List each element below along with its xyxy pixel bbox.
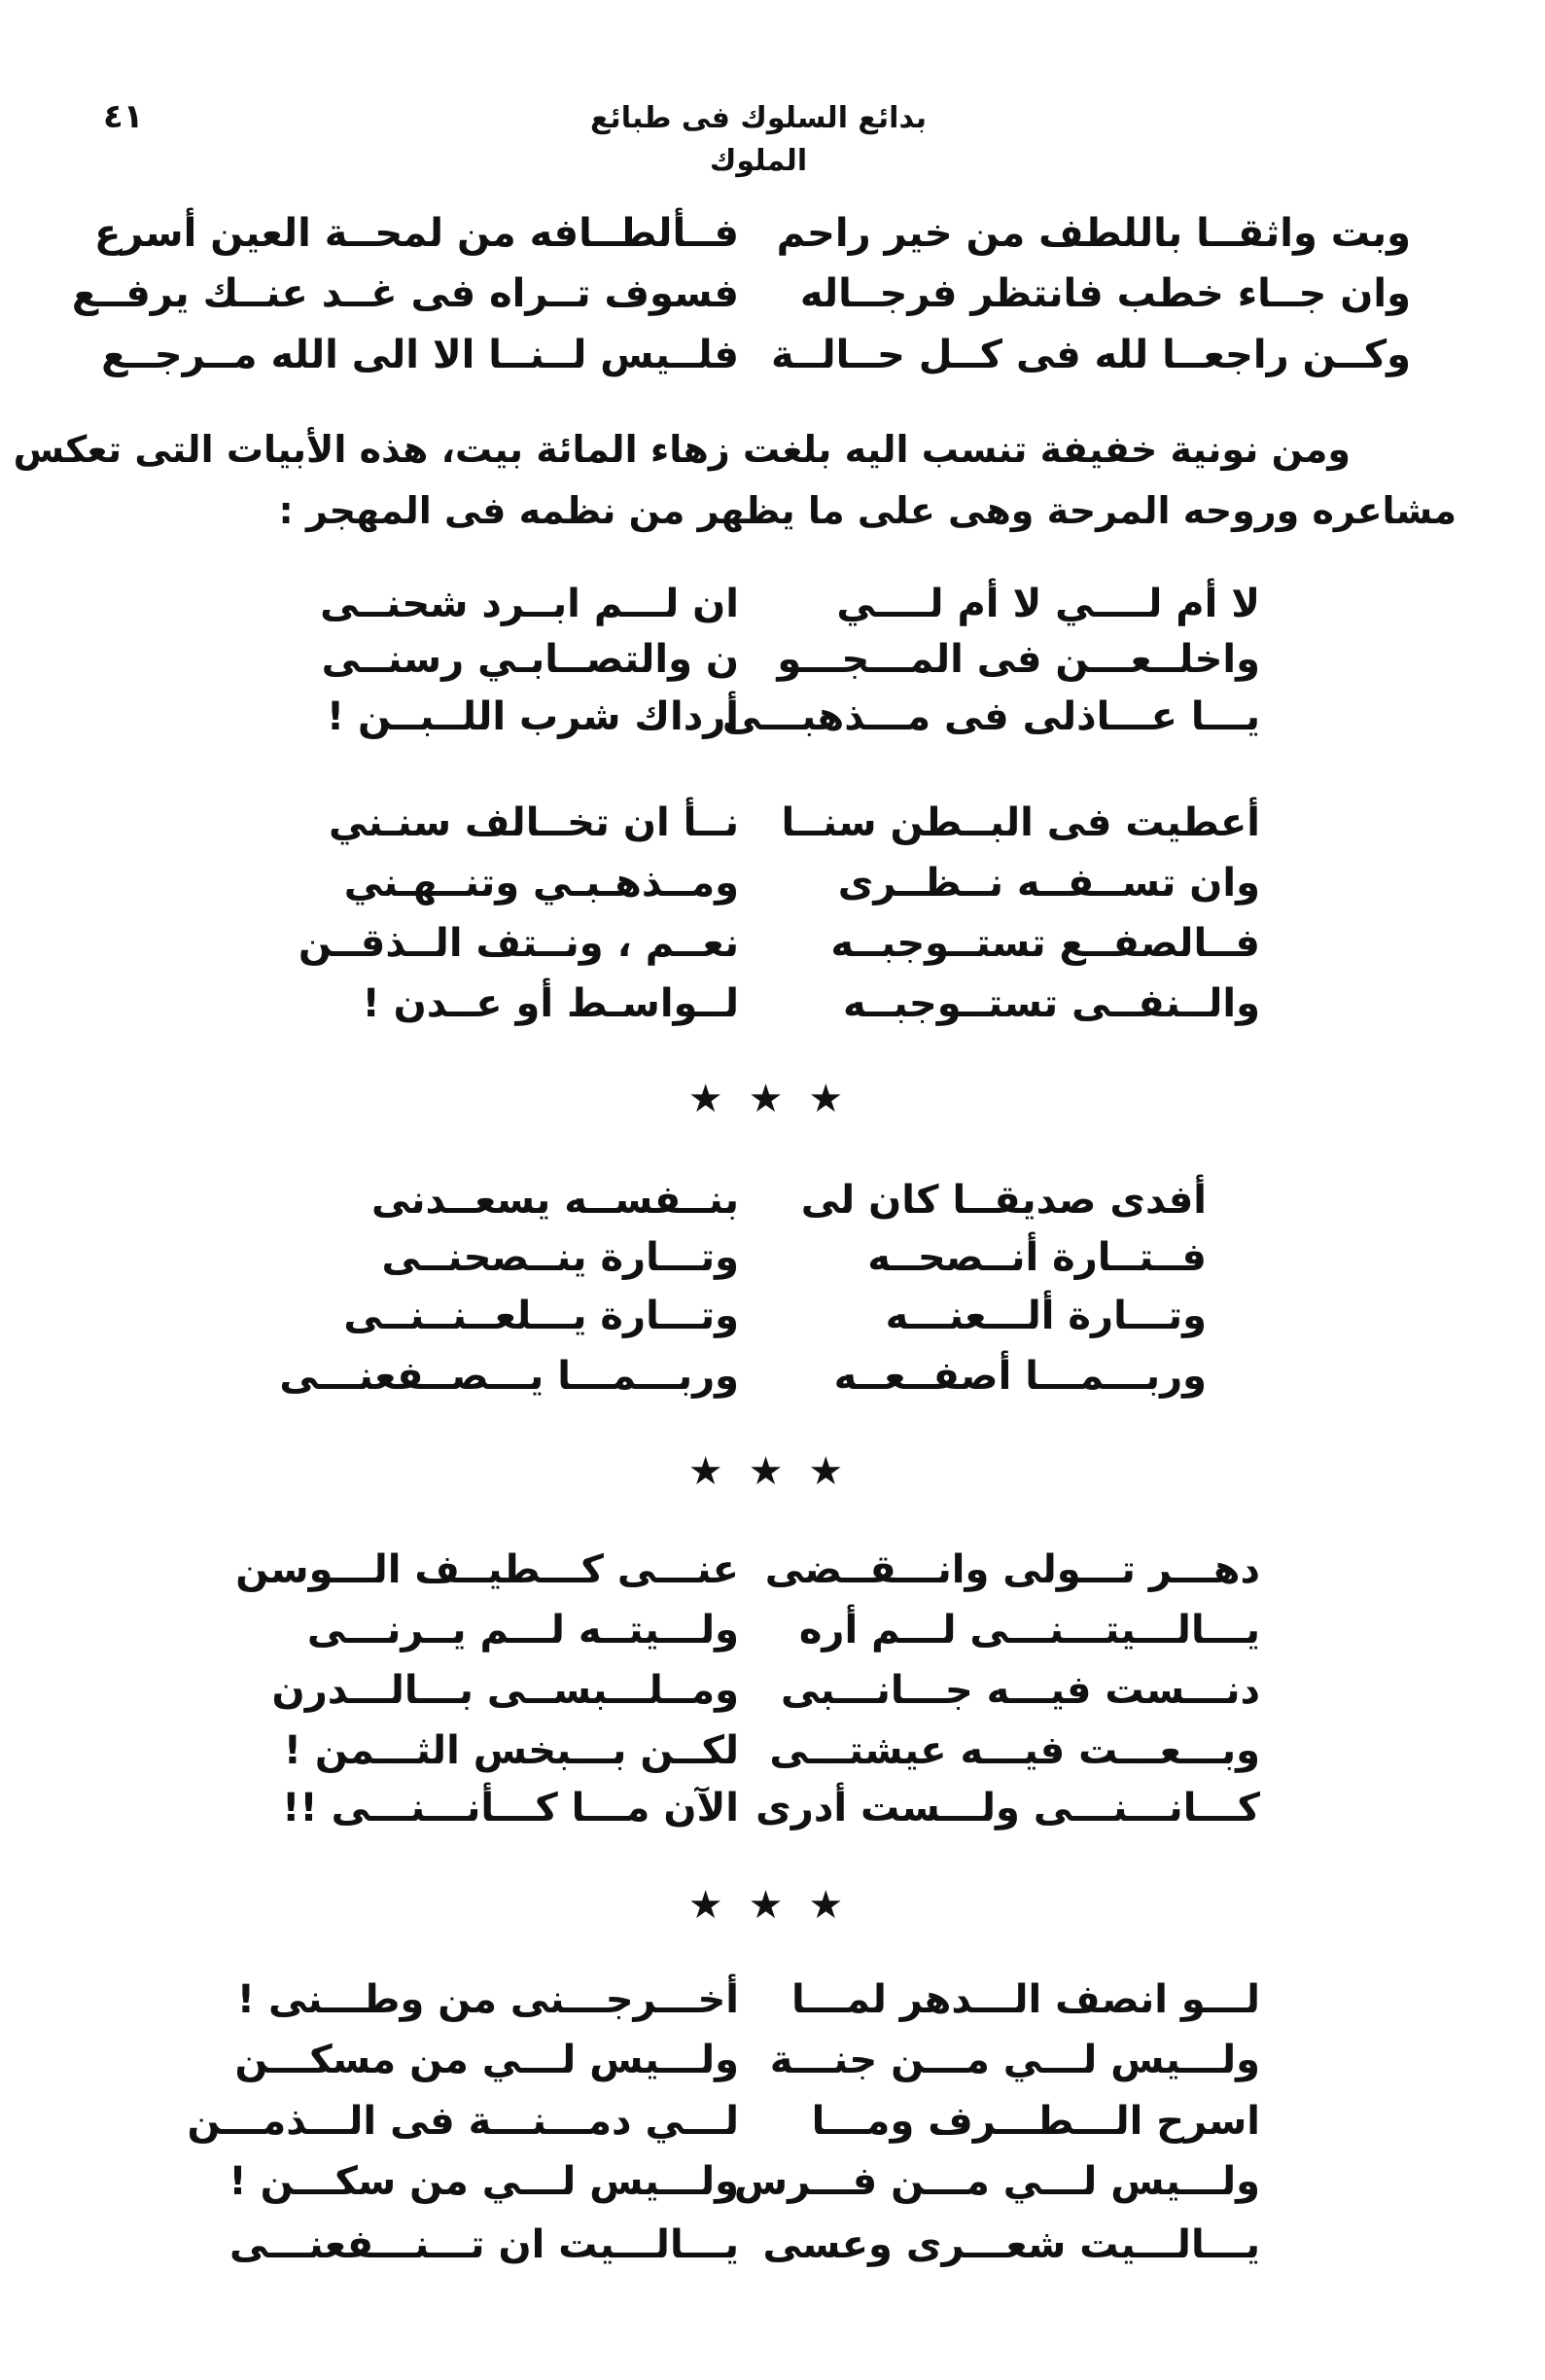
verse-first-hemistich: يـــالـــيتـــنـــى لـــم أره (798, 1608, 1260, 1652)
verse-second-hemistich: الآن مـــا كـــأنـــنـــى !! (282, 1786, 739, 1830)
verse-row (0, 856, 1545, 910)
verse-row (0, 1349, 1545, 1403)
verse-second-hemistich: ولـــيس لـــي من سكـــن ! (228, 2159, 739, 2204)
verse-row (0, 206, 1545, 261)
page-number: ٤١ (103, 97, 144, 136)
section-divider (0, 1447, 1545, 1496)
verse-row (0, 1289, 1545, 1343)
verse-row (0, 977, 1545, 1031)
verse-second-hemistich: أرداك شرب اللــبــن ! (326, 694, 739, 739)
verse-second-hemistich: فلــيس لــنــا الا الى الله مــرجــع (101, 333, 739, 377)
verse-second-hemistich: ولـــيس لـــي من مسكـــن (234, 2038, 739, 2082)
verse-first-hemistich: ولـــيس لـــي مـــن فـــرس (733, 2159, 1260, 2204)
paragraph-line-1: ومن نونية خفيفة تنسب اليه بلغت زهاء المائة بيت، هذه الأبيات التى تعكس (13, 428, 1351, 471)
paragraph-line-2: مشاعره وروحه المرحة وهى على ما يظهر من نظمه فى المهجر : (278, 489, 1457, 532)
verse-first-hemistich: لـــو انصف الـــدهر لمـــا (790, 1977, 1260, 2022)
verse-first-hemistich: أفدى صديقــا كان لى (800, 1178, 1207, 1223)
star-icon: ★ (687, 1883, 737, 1928)
verse-first-hemistich: يـــالـــيت شعـــرى وعسى (762, 2222, 1260, 2267)
verse-first-hemistich: فــتــارة أنــصحــه (867, 1235, 1207, 1280)
verse-first-hemistich: ولـــيس لـــي مـــن جنـــة (769, 2038, 1260, 2082)
verse-second-hemistich: لــواسـط أو عــدن ! (362, 981, 739, 1026)
verse-row (0, 1230, 1545, 1285)
verse-first-hemistich: وبـــعـــت فيـــه عيشتـــى (769, 1728, 1260, 1773)
verse-second-hemistich: نعــم ، ونــتف الــذقــن (298, 921, 739, 966)
verse-row (0, 577, 1545, 631)
verse-row (0, 916, 1545, 971)
verse-first-hemistich: أعطيت فى البــطن سنــا (781, 800, 1260, 845)
verse-first-hemistich: كـــانـــنـــى ولـــست أدرى (755, 1786, 1260, 1830)
verse-row (0, 1723, 1545, 1778)
verse-second-hemistich: ومــلـــبســى بـــالـــدرن (271, 1668, 739, 1713)
section-divider (0, 1881, 1545, 1930)
verse-second-hemistich: ومــذهـبـي وتنــهـني (343, 861, 739, 906)
star-icon: ★ (748, 1883, 797, 1928)
verse-row (0, 796, 1545, 850)
verse-second-hemistich: وتـــارة يـــلعــنــنــى (343, 1294, 739, 1338)
verse-second-hemistich: ولـــيتــه لـــم يــرنـــى (306, 1608, 739, 1652)
verse-second-hemistich: فــألطــافه من لمحــة العين أسرع (94, 211, 739, 256)
verse-row (0, 328, 1545, 382)
verse-second-hemistich: أخـــرجـــنى من وطـــنى ! (236, 1977, 739, 2022)
verse-first-hemistich: فــالصفــع تستــوجبــه (830, 921, 1260, 966)
star-icon: ★ (687, 1077, 737, 1121)
verse-second-hemistich: يـــالـــيت ان تـــنـــفعنـــى (228, 2222, 739, 2267)
verse-row (0, 2154, 1545, 2209)
verse-row (0, 2033, 1545, 2087)
verse-row (0, 1663, 1545, 1718)
verse-second-hemistich: لـــي دمـــنـــة فى الـــذمـــن (187, 2099, 739, 2144)
verse-first-hemistich: دهـــر تـــولى وانـــقــضى (764, 1547, 1260, 1592)
verse-row (0, 690, 1545, 744)
verse-row (0, 632, 1545, 687)
verse-first-hemistich: وربـــمـــا أصفــعــه (833, 1354, 1207, 1399)
verse-second-hemistich: ان لـــم ابــرد شحنــى (320, 582, 739, 626)
verse-first-hemistich: اسرح الـــطـــرف ومـــا (811, 2099, 1260, 2144)
verse-row (0, 1972, 1545, 2027)
verse-row (0, 2094, 1545, 2149)
verse-first-hemistich: وان جــاء خطب فانتظر فرجــاله (799, 271, 1411, 316)
verse-second-hemistich: وربـــمـــا يـــصــفعنـــى (279, 1354, 739, 1399)
verse-first-hemistich: وكــن راجعــا لله فى كــل حــالــة (771, 333, 1411, 377)
verse-second-hemistich: فسوف تــراه فى غــد عنــك يرفــع (71, 271, 739, 316)
star-icon: ★ (748, 1449, 797, 1494)
running-title: بدائع السلوك فى طبائع الملوك (589, 101, 928, 178)
section-divider (0, 1075, 1545, 1123)
star-icon: ★ (748, 1077, 797, 1121)
verse-row (0, 266, 1545, 321)
verse-row (0, 2218, 1545, 2272)
verse-second-hemistich: ن والتصــابـي رسنــى (321, 637, 739, 682)
verse-second-hemistich: بنــفســه يسعــدنى (371, 1178, 739, 1223)
verse-second-hemistich: وتـــارة ينــصحنــى (381, 1235, 739, 1280)
verse-row (0, 1173, 1545, 1227)
verse-first-hemistich: وتـــارة ألـــعنـــه (885, 1294, 1207, 1338)
verse-second-hemistich: نــأ ان تخــالف سنـني (328, 800, 739, 845)
verse-first-hemistich: وبت واثقــا باللطف من خير راحم (776, 211, 1411, 256)
verse-row (0, 1543, 1545, 1597)
verse-first-hemistich: لا أم لــــي لا أم لــــي (836, 582, 1260, 626)
verse-second-hemistich: عنـــى كـــطيــف الـــوسن (235, 1547, 739, 1592)
verse-first-hemistich: وان تســفــه نــظــرى (837, 861, 1260, 906)
star-icon: ★ (808, 1449, 858, 1494)
star-icon: ★ (687, 1449, 737, 1494)
verse-first-hemistich: واخلــعـــن فى المـــجـــو (777, 637, 1260, 682)
star-icon: ★ (808, 1077, 858, 1121)
verse-row (0, 1781, 1545, 1835)
verse-first-hemistich: يـــا عـــاذلى فى مـــذهبـــى (721, 694, 1260, 739)
verse-first-hemistich: دنـــست فيـــه جـــانـــبى (781, 1668, 1260, 1713)
verse-row (0, 1603, 1545, 1657)
verse-first-hemistich: والــنفــى تستــوجبــه (842, 981, 1260, 1026)
verse-second-hemistich: لكــن بـــبخس الثـــمن ! (283, 1728, 739, 1773)
star-icon: ★ (808, 1883, 858, 1928)
